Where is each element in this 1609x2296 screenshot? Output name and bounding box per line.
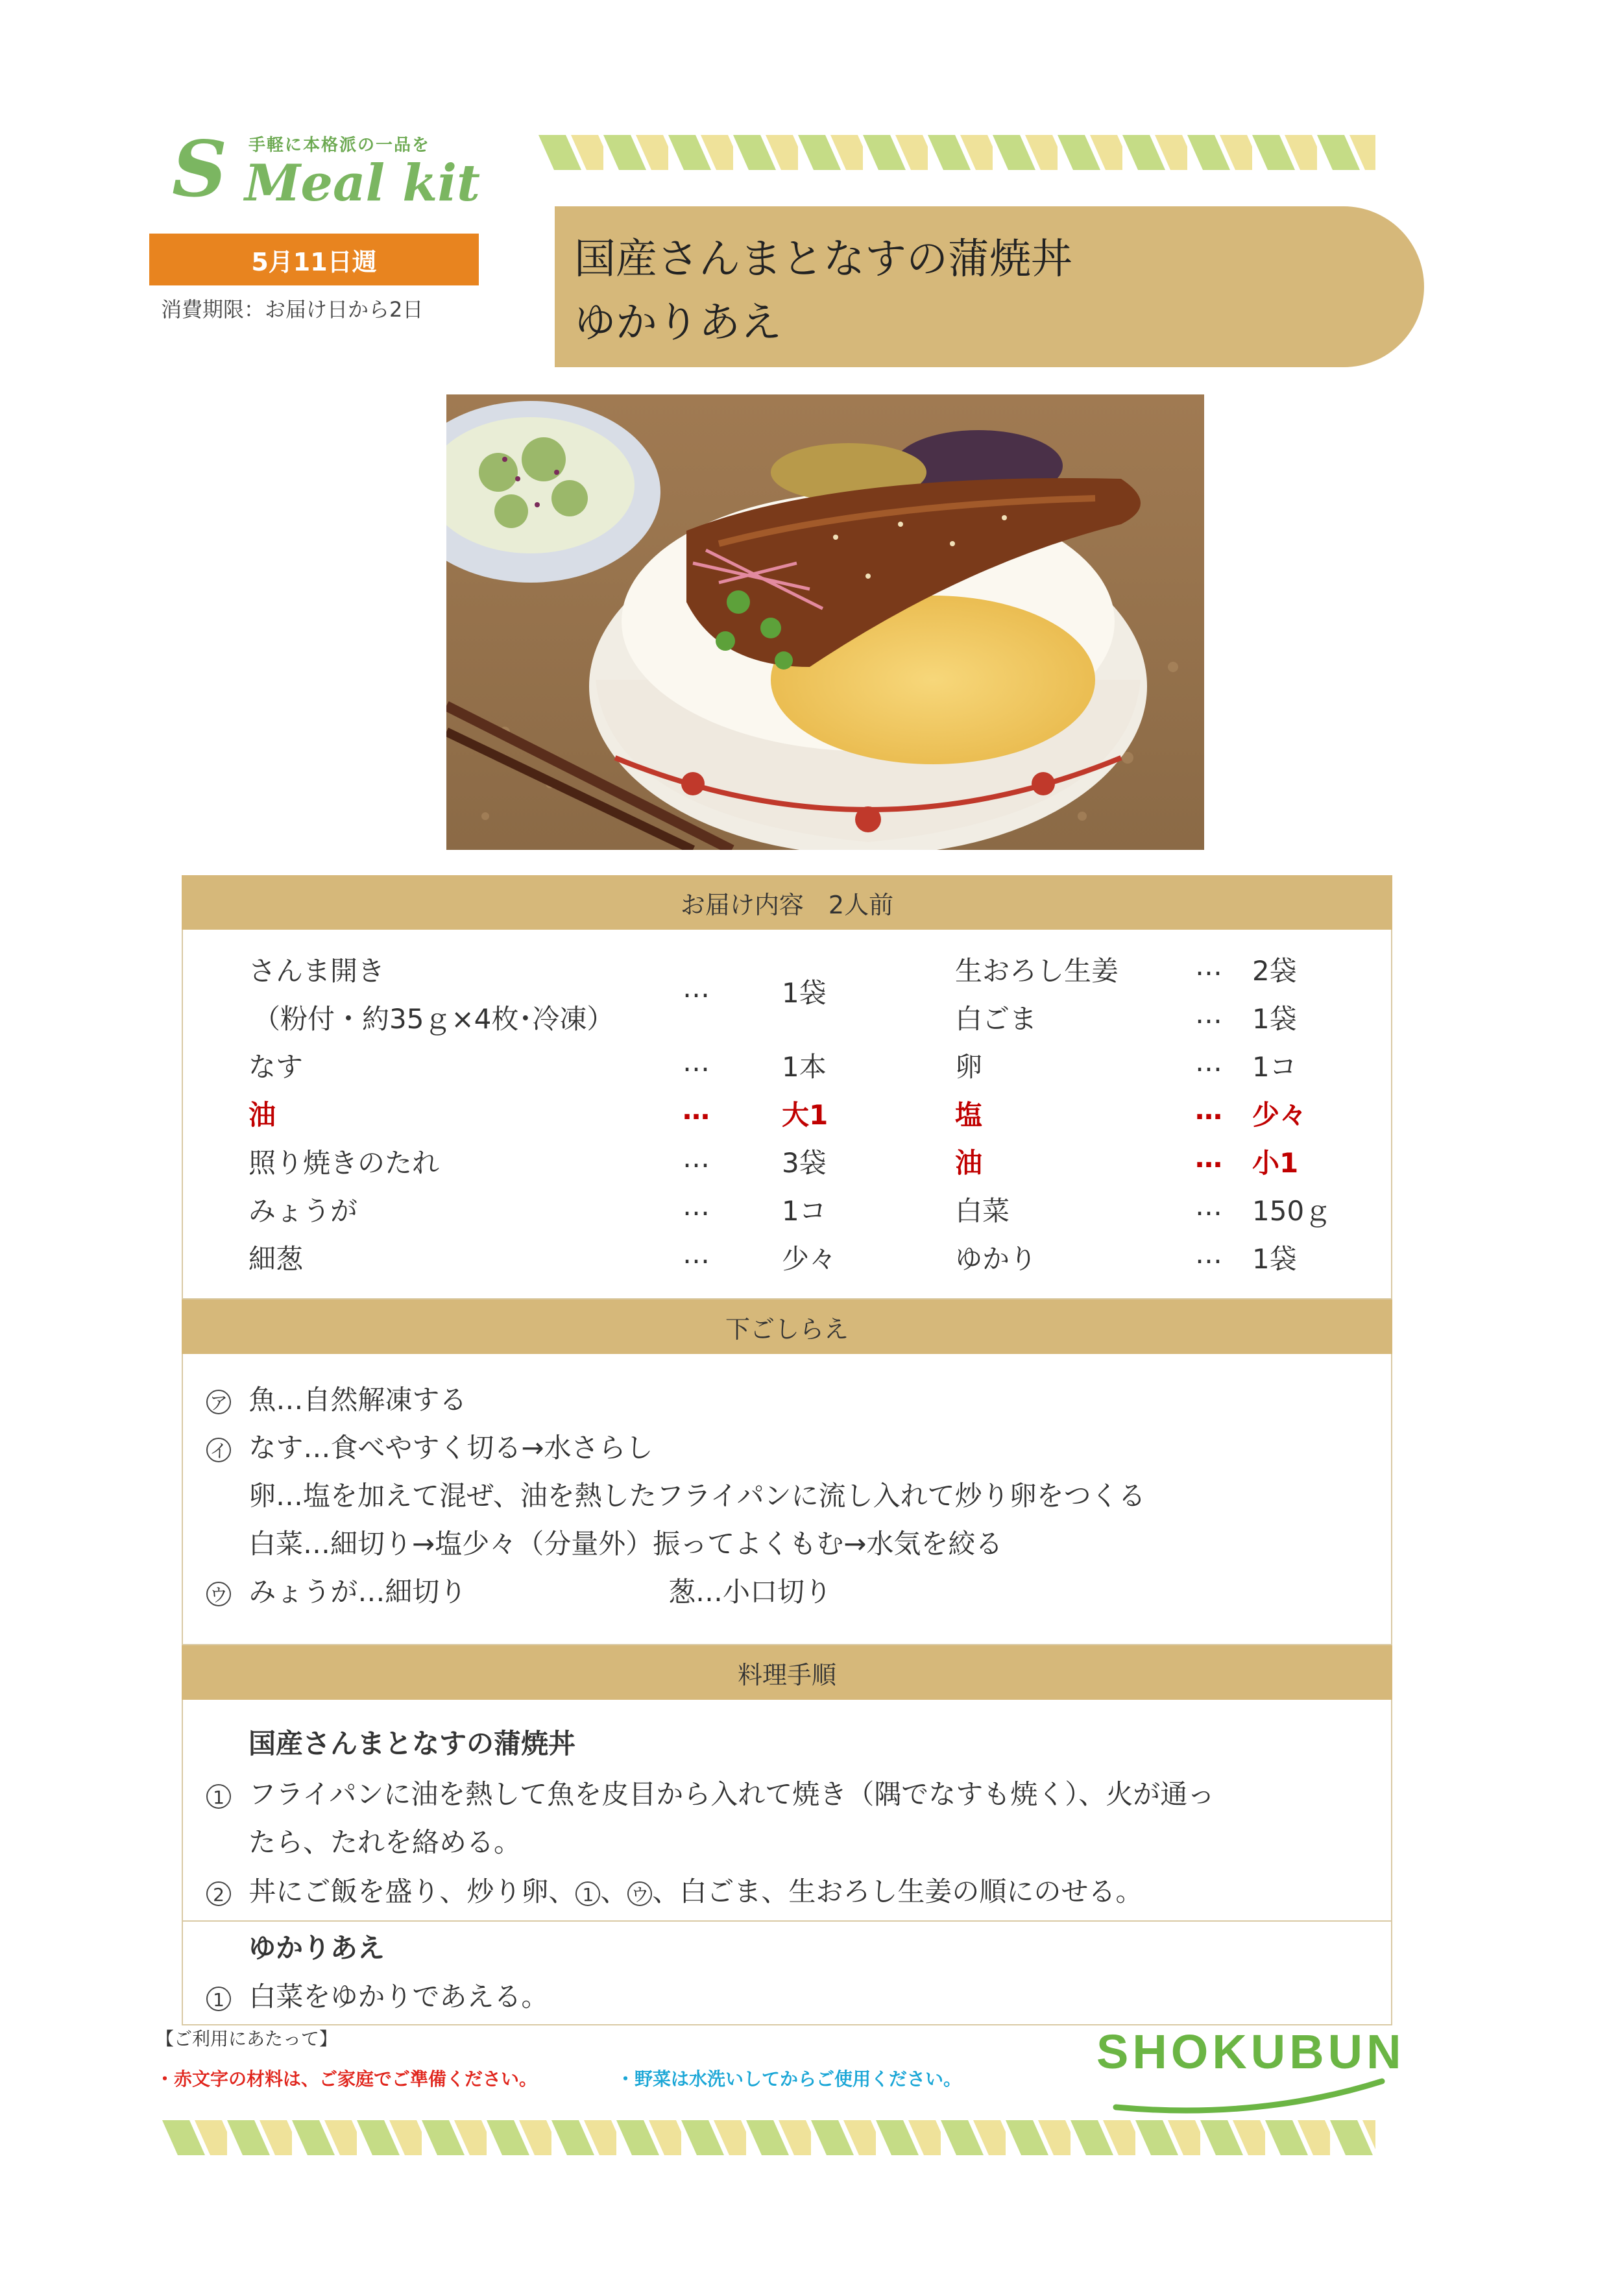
ingredient-name: なす — [248, 1051, 304, 1083]
ingredient-name: 照り焼きのたれ — [248, 1147, 440, 1179]
notes-title: 【ご利用にあたって】 — [156, 2028, 338, 2049]
ingredient-qty: 少々 — [1252, 1099, 1307, 1131]
ingredient-dots: … — [683, 1094, 710, 1126]
ingredient-qty: 1コ — [1252, 1051, 1297, 1083]
step-ref: ウ — [627, 1881, 652, 1906]
step-text: 、 — [600, 1876, 628, 1907]
ingredient-name: 細葱 — [248, 1243, 304, 1275]
step-number: 1 — [206, 1784, 231, 1809]
ingredient-qty: 3袋 — [782, 1147, 827, 1179]
notes-blue: ・野菜は水洗いしてからご使用ください。 — [616, 2068, 962, 2090]
prep-line — [206, 1379, 466, 1418]
ingredient-dots: … — [1195, 998, 1222, 1030]
step-text: 丼にご飯を盛り、炒り卵、 — [248, 1876, 576, 1907]
ingredient-dots: … — [683, 1142, 710, 1174]
recipe-title-line1: 国産さんまとなすの蒲焼丼 — [574, 236, 1072, 284]
prep-line — [206, 1571, 466, 1610]
ingredient-name: 白菜 — [955, 1195, 1010, 1227]
ingredient-qty: 1袋 — [782, 977, 827, 1009]
step-text: 白菜をゆかりであえる。 — [248, 1981, 549, 2012]
ingredient-qty: 1コ — [782, 1195, 827, 1227]
divider — [182, 1920, 1392, 1922]
brand-swoosh-icon — [1096, 2075, 1401, 2121]
ingredient-name: さんま開き — [248, 955, 385, 987]
step-number: 2 — [206, 1881, 231, 1906]
ingredient-name: 油 — [248, 1099, 276, 1131]
notes-red: ・赤文字の材料は、ご家庭でご準備ください。 — [156, 2068, 538, 2090]
dish-title: 国産さんまとなすの蒲焼丼 — [248, 1728, 576, 1759]
prep-line — [206, 1427, 653, 1466]
prep-text: 魚…自然解凍する — [248, 1384, 467, 1416]
week-badge: 5月11日週 — [149, 234, 479, 285]
steps-header: 料理手順 — [182, 1645, 1392, 1700]
logo-s: S — [172, 124, 228, 214]
step-ref: 1 — [575, 1881, 600, 1906]
ingredient-qty: 1袋 — [1252, 1003, 1297, 1035]
circled-mark: イ — [206, 1438, 231, 1462]
ingredient-qty: 小1 — [1252, 1147, 1299, 1179]
prep-text-extra: 葱…小口切り — [668, 1576, 832, 1608]
logo-name: Meal kit — [245, 154, 480, 213]
recipe-title-box — [555, 206, 1424, 367]
step-text: 、白ごま、生おろし生姜の順にのせる。 — [652, 1876, 1143, 1907]
ingredient-dots: … — [683, 1046, 710, 1078]
step-line — [206, 1773, 1215, 1812]
ingredient-name: 生おろし生姜 — [955, 955, 1119, 987]
ingredient-dots: … — [1195, 1238, 1222, 1270]
logo-tagline: 手軽に本格派の一品を — [248, 136, 431, 155]
step-number: 1 — [206, 1987, 231, 2011]
ingredient-dots: … — [1195, 1142, 1222, 1174]
ingredient-name: 卵 — [955, 1051, 983, 1083]
ingredient-dots: … — [1195, 950, 1222, 982]
expiry-text: 消費期限：お届け日から2日 — [161, 297, 424, 322]
brand-name: SHOKUBUN — [1096, 2025, 1405, 2079]
ingredient-dots: … — [1195, 1190, 1222, 1222]
top-stripe-decoration — [538, 135, 1375, 170]
step-line — [206, 1870, 1143, 1909]
circled-mark: ウ — [206, 1582, 231, 1606]
ingredient-name: 油 — [955, 1147, 983, 1179]
recipe-title-line2: ゆかりあえ — [574, 299, 782, 347]
ingredient-qty: 大1 — [782, 1099, 829, 1131]
ingredient-dots: … — [1195, 1094, 1222, 1126]
ingredient-name: みょうが — [248, 1195, 358, 1227]
ingredient-dots: … — [683, 1190, 710, 1222]
ingredient-qty: 少々 — [782, 1243, 837, 1275]
step-text: フライパンに油を熱して魚を皮目から入れて焼き（隅でなすも焼く）、火が通っ — [248, 1778, 1215, 1810]
circled-mark: ア — [206, 1390, 231, 1414]
ingredient-qty: 1本 — [782, 1051, 827, 1083]
prep-header: 下ごしらえ — [182, 1299, 1392, 1354]
dish-title: ゆかりあえ — [248, 1932, 385, 1964]
shokubun-logo — [1096, 2024, 1405, 2121]
step-text: たら、たれを絡める。 — [248, 1826, 522, 1858]
ingredient-name: 白ごま — [955, 1003, 1037, 1035]
ingredient-qty: 2袋 — [1252, 955, 1297, 987]
ingredient-dots: … — [683, 972, 710, 1004]
ingredient-name: ゆかり — [955, 1243, 1037, 1275]
ingredient-dots: … — [683, 1238, 710, 1270]
ingredient-qty: 150ｇ — [1252, 1195, 1332, 1227]
contents-section — [182, 875, 1392, 1299]
prep-text: 卵…塩を加えて混ぜ、油を熱したフライパンに流し入れて炒り卵をつくる — [248, 1480, 1146, 1512]
prep-text: みょうが…細切り — [248, 1576, 467, 1608]
ingredient-name: 塩 — [955, 1099, 983, 1131]
ingredient-dots: … — [1195, 1046, 1222, 1078]
step-line — [206, 1976, 548, 2014]
ingredient-qty: 1袋 — [1252, 1243, 1297, 1275]
bottom-stripe-decoration — [162, 2120, 1375, 2155]
contents-header: お届け内容 2人前 — [182, 875, 1392, 930]
dish-photo — [446, 394, 1204, 850]
prep-text: なす…食べやすく切る→水さらし — [248, 1432, 653, 1464]
meal-kit-logo — [172, 120, 483, 224]
ingredient-note: （粉付・約35ｇ×4枚･冷凍） — [253, 1003, 614, 1035]
prep-text: 白菜…細切り→塩少々（分量外）振ってよくもむ→水気を絞る — [248, 1528, 1003, 1560]
